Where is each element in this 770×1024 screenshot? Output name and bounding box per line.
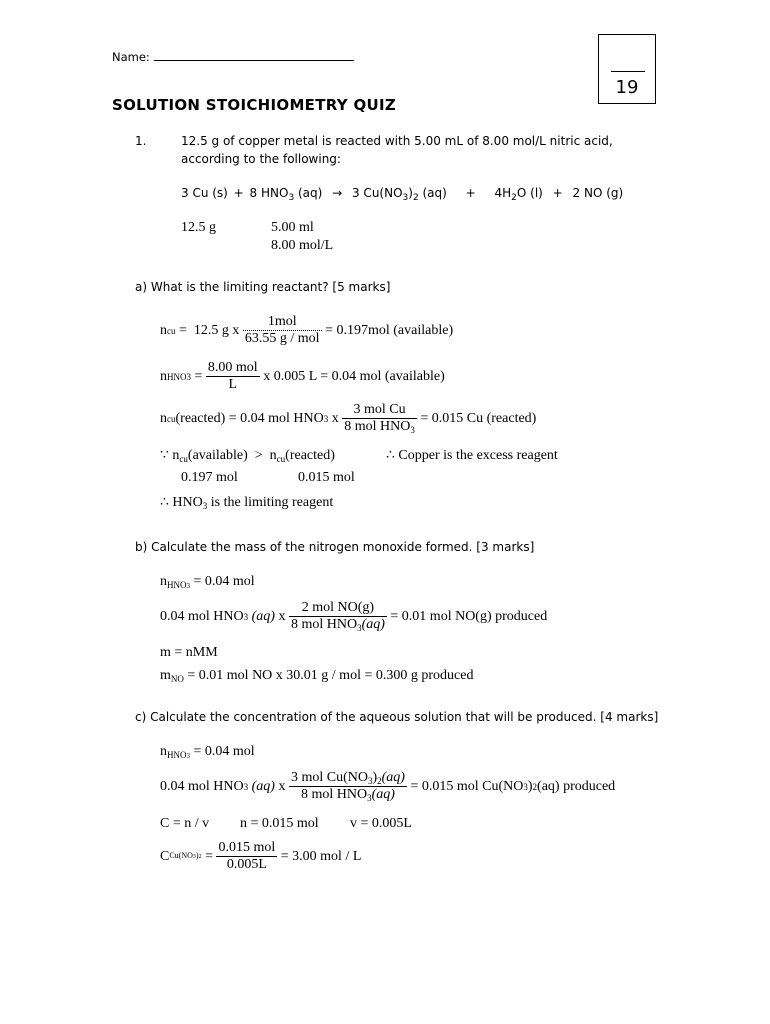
- part-b-line2: 0.04 mol HNO 3 (aq) x $\frac{\text{2 mol NO(g)}}{8 mol HNO_3(aq)}$ = 0.01 mol NO(g) produced: [160, 600, 548, 633]
- fraction: $\frac{\text{0.015 mol}}{0.005L}$: [218, 840, 276, 872]
- part-c-line3-moles: n = 0.015 mol: [240, 816, 319, 831]
- score-divider: [611, 71, 645, 72]
- part-a-conclusion-limiting: ∴ $HNO_3$ is the limiting reagent: [160, 495, 334, 511]
- score-value: 19: [615, 77, 639, 98]
- part-a-line1: n cu = 12.5 g x $\frac{\text{1mol}}{\text{63.55 g / mol}}$ = 0.197mol (available): [160, 314, 454, 346]
- part-c-line2: 0.04 mol HNO 3 (aq) x $\frac{3 mol Cu(NO_3)_2(aq)}{8 mol HNO_3(aq)}$ = 0.015 mol Cu(NO 3 ) 2 (aq) produced: [160, 770, 616, 803]
- part-b-line1: $n_{HNO3} = 0.04$ mol: [160, 574, 255, 590]
- given-cu-mass: 12.5 g: [181, 220, 216, 235]
- part-a-line3: n cu (reacted) = 0.04 mol HNO 3 x $\frac{\text{3 mol Cu}}{8 mol HNO_3}$ = 0.015 Cu (reacted): [160, 402, 537, 435]
- part-b-line4: $m_{NO} = 0.01$ mol NO x 30.01 g / mol = 0.300 g produced: [160, 668, 474, 684]
- eq-term-cuno3: 3 $Cu(NO_3)_2$ (aq): [351, 186, 447, 203]
- question-number: 1.: [135, 134, 147, 148]
- eq-term-hno3: 8 $HNO_3$ (aq): [249, 186, 323, 203]
- page-title: SOLUTION STOICHIOMETRY QUIZ: [112, 96, 397, 114]
- eq-term-no: 2 NO (g): [572, 186, 624, 200]
- eq-arrow: →: [332, 186, 343, 200]
- part-c-line4: C Cu(NO3)2 = $\frac{\text{0.015 mol}}{0.005L}$ = 3.00 mol / L: [160, 840, 362, 872]
- fraction: $\frac{3 mol Cu(NO_3)_2(aq)}{8 mol HNO_3(aq)}$: [290, 770, 405, 803]
- name-field: [112, 50, 354, 64]
- part-b-line3: m = nMM: [160, 645, 218, 660]
- given-hno3-conc: 8.00 mol/L: [271, 238, 334, 253]
- part-a-value2: 0.015 mol: [298, 470, 355, 485]
- name-label: Name:: [112, 50, 150, 64]
- name-line[interactable]: [154, 50, 354, 61]
- eq-term-water: $4H_2O$ (l): [494, 186, 543, 203]
- eq-plus: +: [233, 186, 244, 200]
- part-c-line3-volume: v = 0.005L: [350, 816, 412, 831]
- part-c-line3-formula: C = n / v: [160, 816, 210, 831]
- fraction: $\frac{\text{1mol}}{\text{63.55 g / mol}}$: [244, 314, 320, 346]
- part-a-value1: 0.197 mol: [181, 470, 238, 485]
- part-b-question: b) Calculate the mass of the nitrogen monoxide formed. [3 marks]: [135, 540, 535, 554]
- part-a-line4: ∵ $n_{cu}(available)$ > $n_{cu}(reacted)$: [160, 448, 335, 464]
- score-box: [598, 34, 656, 104]
- part-c-line1: $n_{HNO3} = 0.04$ mol: [160, 744, 255, 760]
- question-text-line1: 12.5 g of copper metal is reacted with 5.00 mL of 8.00 mol/L nitric acid,: [181, 134, 613, 148]
- fraction: $\frac{\text{8.00 mol}}{L}$: [207, 360, 258, 392]
- eq-term-cu: 3 Cu (s): [181, 186, 228, 200]
- part-a-question: a) What is the limiting reactant? [5 marks]: [135, 280, 391, 294]
- reaction-equation: [181, 186, 624, 203]
- question-text-line2: according to the following:: [181, 152, 341, 166]
- fraction: $\frac{\text{2 mol NO(g)}}{8 mol HNO_3(aq)}$: [290, 600, 385, 633]
- fraction: $\frac{\text{3 mol Cu}}{8 mol HNO_3}$: [344, 402, 415, 435]
- given-hno3-volume: 5.00 ml: [271, 220, 314, 235]
- part-a-conclusion-excess: ∴ Copper is the excess reagent: [386, 448, 558, 463]
- eq-plus: +: [552, 186, 563, 200]
- part-a-line2: n HNO3 = $\frac{\text{8.00 mol}}{L}$ x 0.005 L = 0.04 mol (available): [160, 360, 445, 392]
- part-c-question: c) Calculate the concentration of the aqueous solution that will be produced. [4 marks]: [135, 710, 659, 724]
- eq-plus: +: [465, 186, 476, 200]
